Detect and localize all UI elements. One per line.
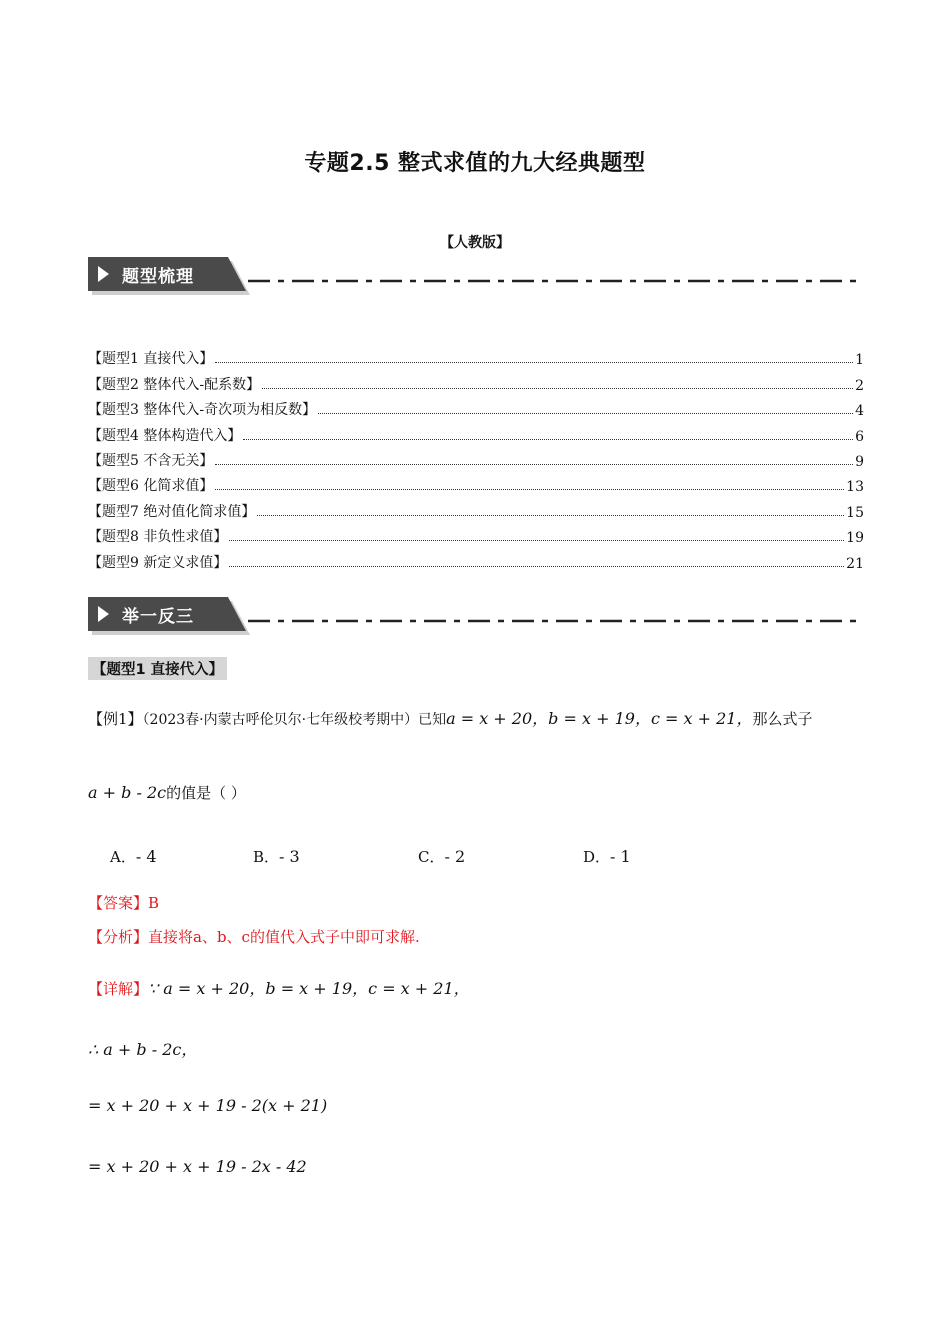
example-tail: 那么式子 (752, 710, 813, 728)
toc-page: 9 (855, 453, 864, 470)
page-title: 专题2.5 整式求值的九大经典题型 (304, 151, 646, 176)
examples-banner-label: 举一反三 (122, 607, 194, 627)
toc-page: 2 (855, 377, 864, 394)
solution-step-1: ∴ a + b - 2c， (88, 1040, 198, 1059)
question-expr: a + b - 2c (88, 783, 167, 802)
choice-letter: D． (583, 848, 611, 866)
table-of-contents (88, 343, 864, 572)
toc-label: 【题型3 整体代入-奇次项为相反数】 (88, 402, 317, 419)
answer-line (88, 892, 159, 913)
dash-dot-divider (248, 619, 864, 623)
detail-tag: 【详解】 (88, 980, 149, 998)
toc-row[interactable] (88, 470, 864, 495)
toc-page: 13 (846, 479, 864, 496)
toc-label: 【题型4 整体构造代入】 (88, 427, 242, 444)
detail-given: ∵ a = x + 20，b = x + 19，c = x + 21， (148, 979, 470, 998)
toc-row[interactable] (88, 368, 864, 393)
play-triangle-icon (98, 266, 109, 282)
toc-label: 【题型5 不含无关】 (88, 452, 214, 469)
toc-row[interactable] (88, 343, 864, 368)
answer-tag: 【答案】 (88, 894, 149, 912)
choice-a[interactable] (110, 846, 157, 867)
toc-row[interactable] (88, 394, 864, 419)
examples-banner (88, 597, 864, 635)
example-source: （2023春·内蒙古呼伦贝尔·七年级校考期中）已知 (142, 712, 447, 728)
play-triangle-icon (98, 606, 109, 622)
choice-d[interactable] (583, 846, 631, 867)
toc-page: 4 (855, 403, 864, 420)
toc-label: 【题型2 整体代入-配系数】 (88, 376, 261, 393)
choice-value: - 1 (610, 847, 631, 866)
toc-label: 【题型6 化简求值】 (88, 478, 214, 495)
analysis-text: 直接将a、b、c的值代入式子中即可求解. (148, 928, 420, 946)
question-tail: 的值是（ ） (166, 784, 246, 802)
toc-page: 19 (846, 530, 864, 547)
toc-row[interactable] (88, 445, 864, 470)
example-given: a = x + 20，b = x + 19，c = x + 21， (446, 709, 753, 728)
toc-row[interactable] (88, 546, 864, 571)
choice-letter: A． (110, 848, 136, 866)
toc-row[interactable] (88, 419, 864, 444)
answer-value: B (148, 894, 160, 912)
toc-label: 【题型1 直接代入】 (88, 351, 214, 368)
outline-banner (88, 257, 864, 295)
toc-label: 【题型7 绝对值化简求值】 (88, 503, 256, 520)
detail-line (88, 976, 470, 999)
outline-banner-label: 题型梳理 (122, 267, 194, 287)
toc-label: 【题型9 新定义求值】 (88, 554, 228, 571)
choice-value: - 2 (444, 847, 466, 866)
choice-value: - 3 (279, 847, 300, 866)
toc-row[interactable] (88, 495, 864, 520)
choice-letter: C． (418, 848, 445, 866)
analysis-line (88, 926, 420, 947)
toc-page: 6 (855, 428, 864, 445)
toc-label: 【题型8 非负性求值】 (88, 529, 228, 546)
solution-step-2: = x + 20 + x + 19 - 2(x + 21) (88, 1096, 328, 1115)
edition-label: 【人教版】 (440, 235, 510, 251)
analysis-tag: 【分析】 (88, 928, 149, 946)
choice-letter: B． (253, 848, 280, 866)
choice-value: - 4 (135, 847, 157, 866)
dash-dot-divider (248, 279, 864, 283)
choice-c[interactable] (418, 846, 465, 867)
example-statement (88, 706, 812, 729)
solution-step-3: = x + 20 + x + 19 - 2x - 42 (88, 1157, 307, 1176)
toc-page: 1 (855, 352, 864, 369)
example-tag: 【例1】 (88, 710, 143, 728)
section-heading: 【题型1 直接代入】 (88, 657, 227, 680)
choice-b[interactable] (253, 846, 300, 867)
example-question (88, 782, 246, 803)
toc-page: 21 (846, 555, 864, 572)
toc-row[interactable] (88, 521, 864, 546)
toc-page: 15 (846, 504, 864, 521)
